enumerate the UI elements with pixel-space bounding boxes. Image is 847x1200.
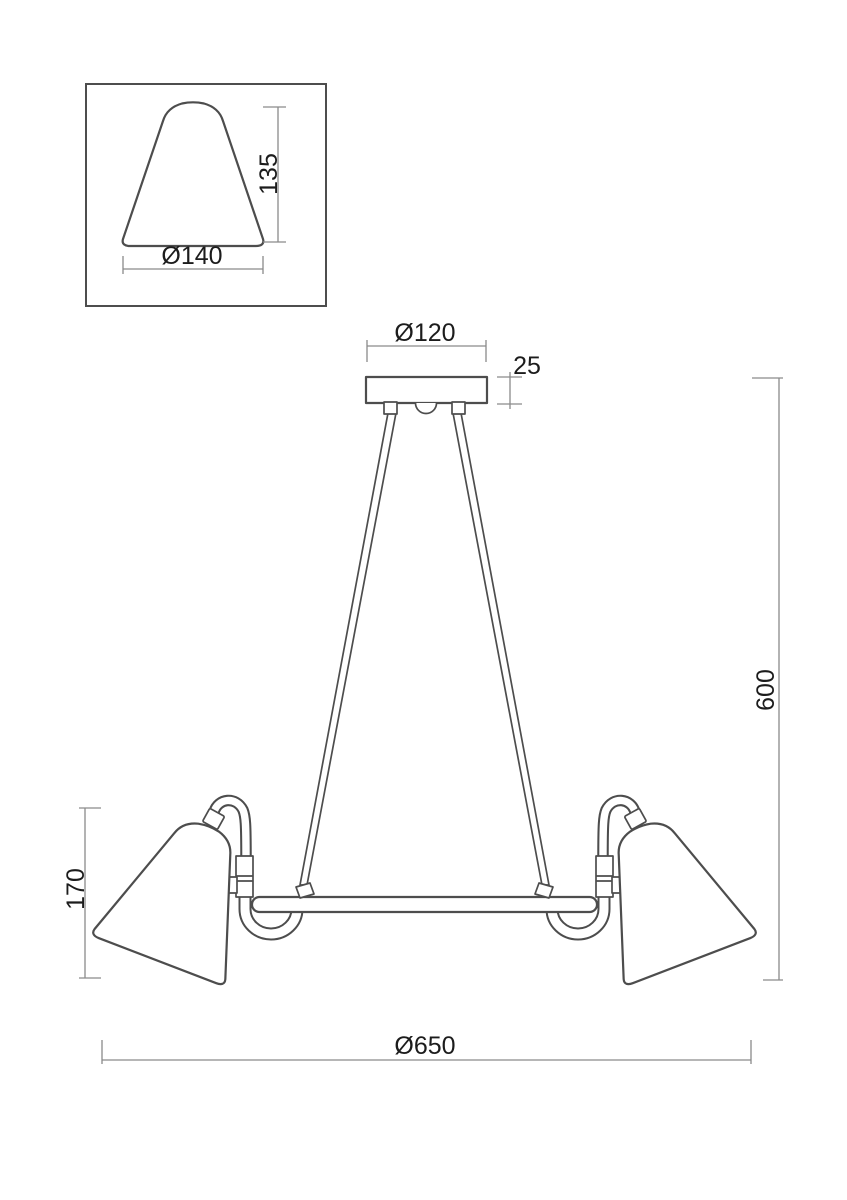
cable-gland-dome xyxy=(416,403,437,414)
right-head-back xyxy=(453,413,604,934)
dim-label-overall-diameter: Ø650 xyxy=(394,1032,456,1060)
center-bar xyxy=(252,897,597,912)
dim-suspension-height xyxy=(752,378,783,980)
ceiling-canopy xyxy=(366,377,487,403)
dim-head-height xyxy=(62,808,101,978)
dim-label-head-height: 170 xyxy=(62,868,90,910)
shade-detail-view xyxy=(86,84,326,306)
dim-label-canopy-height: 25 xyxy=(513,352,541,380)
shade-profile xyxy=(123,102,264,246)
dim-canopy-height xyxy=(497,352,541,409)
rod-connector-right xyxy=(452,402,465,414)
dim-canopy-diameter xyxy=(367,319,486,362)
dim-label-shade-height: 135 xyxy=(255,153,283,195)
rod-connector-left xyxy=(384,402,397,414)
right-head-front xyxy=(535,785,757,986)
dim-shade-height xyxy=(255,107,286,242)
dim-label-suspension-height: 600 xyxy=(752,669,780,711)
dim-overall-diameter xyxy=(102,1032,751,1064)
front-view xyxy=(62,319,783,1064)
left-head-back xyxy=(245,413,396,934)
left-head-front xyxy=(92,785,314,986)
dim-label-shade-diameter: Ø140 xyxy=(161,242,223,270)
dim-label-canopy-diameter: Ø120 xyxy=(394,319,456,347)
